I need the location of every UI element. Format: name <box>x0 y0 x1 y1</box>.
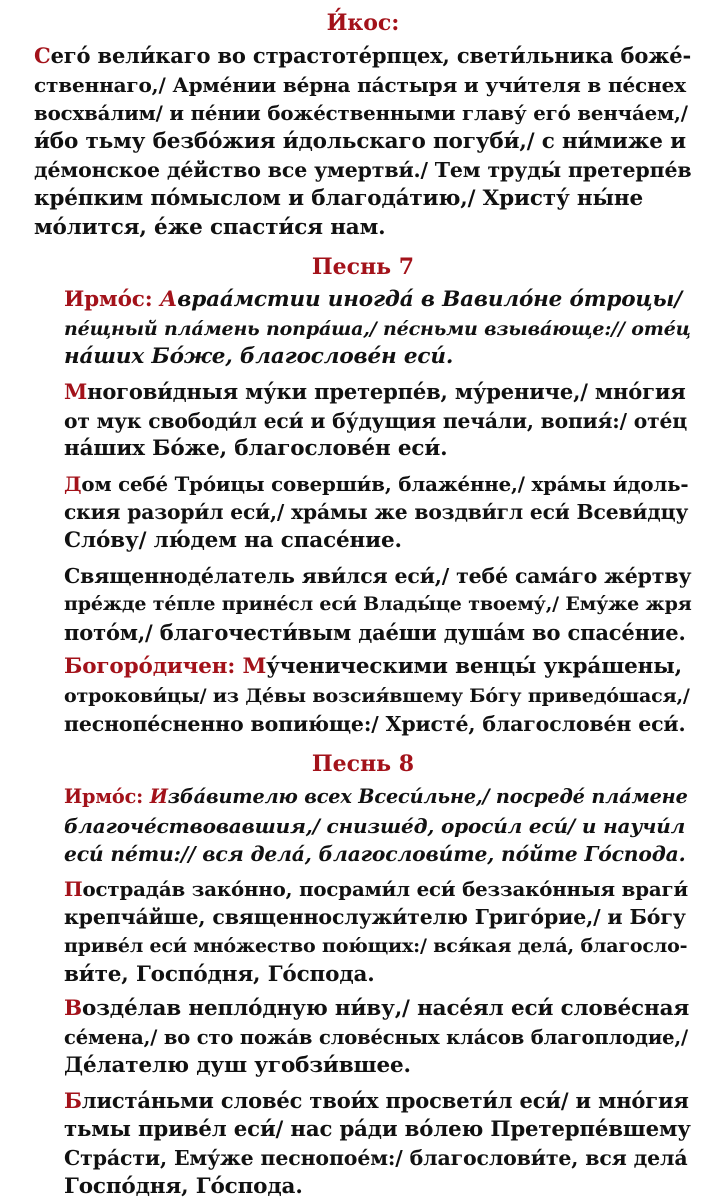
text-line: Сло́ву/ лю́дем на спасе́ние. <box>64 527 402 553</box>
text-line: острада́в зако́нно, посрами́л еси́ беззако́нныя враги́ <box>82 876 689 901</box>
drop-initial: Б <box>64 1088 82 1113</box>
song7-irmos <box>34 286 692 372</box>
text-line: Стра́сти, Ему́же песнопое́м:/ благослови́те, вся дела́ <box>64 1146 688 1171</box>
text-line: мо́лится, е́же спасти́ся нам. <box>34 214 386 240</box>
song7-heading: Песнь 7 <box>311 254 415 281</box>
text-line: отрокови́цы/ из Де́вы возсия́вшему Бо́гу приведо́шася,/ <box>64 684 690 707</box>
text-line: Госпо́дня, Го́спода. <box>64 1173 303 1199</box>
text-line: от мук свободи́л еси́ и бу́дущия печа́ли, вопия́:/ оте́ц <box>64 408 688 433</box>
drop-initial: М <box>242 654 267 680</box>
text-line: восхва́лим/ и пе́нии боже́ственными главу́ его́ венча́ем,/ <box>34 101 688 126</box>
text-line: вященноде́латель яви́лся еси́,/ тебе́ сама́го же́ртву <box>80 563 692 588</box>
ikos-paragraph <box>34 42 692 242</box>
text-line: се́мена,/ во сто пожа́в слове́сных кла́сов благоплодие,/ <box>64 1025 688 1049</box>
drop-initial: С <box>64 563 81 588</box>
text-line: Де́лателю душ угобзи́вшее. <box>64 1053 411 1079</box>
text-line: на́ших Бо́же, благослове́н еси́. <box>64 436 448 462</box>
song7-troparion-3 <box>34 562 692 648</box>
text-line: ногови́дныя му́ки претерпе́в, му́рениче,/ мно́гия <box>87 378 686 404</box>
song8-troparion-1 <box>34 875 692 989</box>
song8-troparion-2 <box>34 995 692 1081</box>
text-line: его́ вели́каго во страстоте́рпцех, свети́льника боже́- <box>50 43 692 68</box>
drop-initial: Д <box>64 471 82 496</box>
text-line: на́ших Бо́же, благослове́н еси́. <box>64 344 454 370</box>
drop-initial: И <box>149 785 168 809</box>
text-line: песнопе́сненно вопию́ще:/ Христе́, благослове́н еси́. <box>64 712 686 737</box>
text-line: еси́ пе́ти:// вся дела́, благослови́те, по́йте Го́спода. <box>64 842 686 867</box>
drop-initial: П <box>64 876 83 901</box>
text-line: зба́вителю всех Всеси́льне,/ посреде́ пла́мене <box>167 785 688 809</box>
song7-troparion-1 <box>34 378 692 464</box>
text-line: пе́щный пла́мень попра́ша,/ пе́сньми взыва́юще:// оте́ц <box>64 317 691 340</box>
text-line: де́монское де́йство все умертви́./ Тем труды́ претерпе́в <box>34 158 692 183</box>
song8-troparion-3 <box>34 1087 692 1201</box>
song7-troparion-2 <box>34 470 692 556</box>
drop-initial: А <box>159 287 178 313</box>
text-line: и́бо тьму безбо́жия и́дольскаго погуби́,/ с ни́миже и <box>34 128 686 154</box>
irmos-label: Ирмо́с: <box>64 287 153 313</box>
drop-initial: С <box>34 43 51 68</box>
text-line: тьмы приве́л еси́/ нас ра́ди во́лею Претерпе́вшему <box>64 1116 691 1142</box>
text-line: ом себе́ Тро́ицы соверши́в, блаже́нне,/ хра́мы и́доль- <box>81 471 689 496</box>
text-line: ственнаго,/ Арме́нии ве́рна па́стыря и учи́теля в пе́снех <box>34 72 686 97</box>
text-line: благоче́ствовавшия,/ снизше́д, ороси́л еси́/ и научи́л <box>64 813 686 838</box>
text-line: крепча́йше, священнослужи́телю Григо́рие,/ и Бо́гу <box>64 905 686 930</box>
text-line: ския разори́л еси́,/ хра́мы же воздви́гл еси́ Всеви́дцу <box>64 500 689 525</box>
song7-theotokion <box>34 653 692 739</box>
text-line: озде́лав непло́дную ни́ву,/ насе́ял еси́ слове́сная <box>82 996 690 1022</box>
text-line: пре́жде те́пле прине́сл еси́ Влады́це твоему́,/ Ему́же жря <box>64 593 692 616</box>
text-line: враа́мстии иногда́ в Вавило́не о́троцы/ <box>177 287 682 313</box>
song8-irmos <box>34 783 692 869</box>
drop-initial: В <box>64 996 83 1022</box>
text-line: кре́пким по́мыслом и благода́тию,/ Христу́ ны́не <box>34 185 644 211</box>
text-line: ви́те, Госпо́дня, Го́спода. <box>64 961 375 987</box>
irmos-label: Ирмо́с: <box>64 785 144 809</box>
drop-initial: М <box>64 378 88 404</box>
text-line: пото́м,/ благочести́вым дае́ши душа́м во спасе́ние. <box>64 619 686 645</box>
text-line: у́ченическими венцы́ укра́шены, <box>266 654 683 680</box>
text-line: листа́ньми слове́с твои́х просвети́л еси́/ и мно́гия <box>81 1088 689 1113</box>
ikos-heading: И́кос: <box>326 10 400 36</box>
text-line: приве́л еси́ мно́жество пою́щих:/ вся́кая дела́, благосло- <box>64 935 688 958</box>
theotokion-label: Богоро́дичен: <box>64 654 236 680</box>
song8-heading: Песнь 8 <box>311 751 415 778</box>
